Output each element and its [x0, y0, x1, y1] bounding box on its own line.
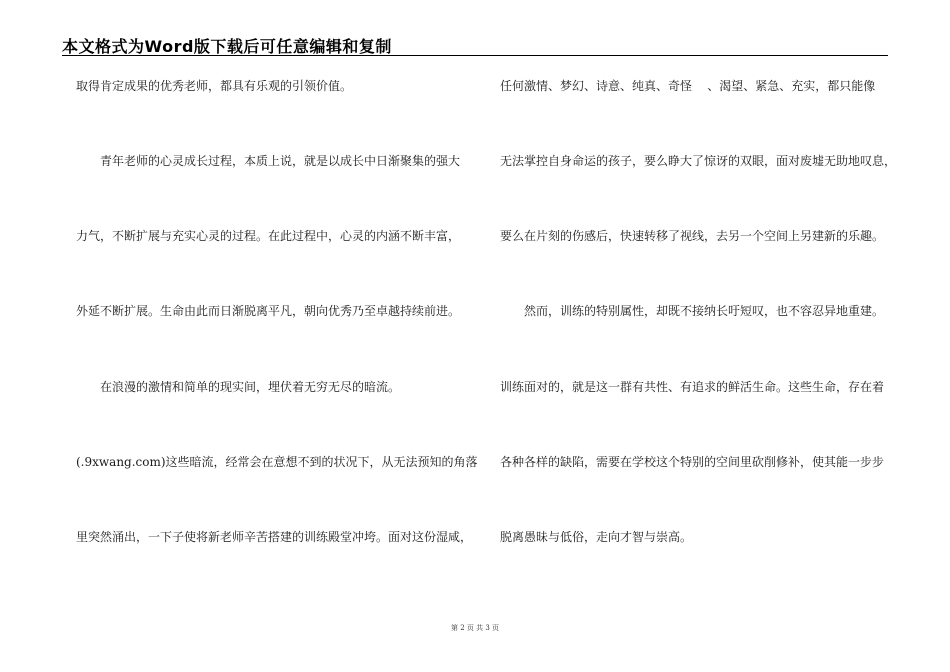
left-line-4: 外延不断扩展。生命由此而日渐脱离平凡，朝向优秀乃至卓越持续前进。 [76, 304, 461, 318]
right-line-4: 然而，训练的特别属性，却既不接纳长吁短叹，也不容忍异地重建。 [524, 304, 885, 318]
right-line-3: 要么在片刻的伤感后，快速转移了视线，去另一个空间上另建新的乐趣。 [500, 229, 885, 243]
right-line-7: 脱离愚昧与低俗，走向才智与崇高。 [500, 530, 693, 544]
page-number-footer: 第 2 页 共 3 页 [450, 624, 500, 632]
left-line-7: 里突然涌出，一下子使将新老师辛苦搭建的训练殿堂冲垮。面对这份湿咸， [76, 530, 473, 544]
right-line-6: 各种各样的缺陷，需要在学校这个特别的空间里砍削修补，使其能一步步 [500, 455, 885, 469]
document-header-title: 本文格式为Word版下载后可任意编辑和复制 [62, 37, 392, 56]
left-line-6: (.9xwang.com)这些暗流，经常会在意想不到的状况下，从无法预知的角落 [76, 455, 478, 469]
right-line-1: 任何激情、梦幻、诗意、纯真、奇怪 、渴望、紧急、充实，都只能像 [500, 79, 876, 93]
left-line-1: 取得肯定成果的优秀老师，都具有乐观的引领价值。 [76, 79, 353, 93]
left-line-2: 青年老师的心灵成长过程，本质上说，就是以成长中日渐聚集的强大 [100, 154, 461, 168]
left-line-3: 力气，不断扩展与充实心灵的过程。在此过程中，心灵的内涵不断丰富， [76, 229, 461, 243]
left-line-5: 在浪漫的激情和简单的现实间，埋伏着无穷无尽的暗流。 [100, 380, 401, 394]
right-line-5: 训练面对的，就是这一群有共性、有追求的鲜活生命。这些生命，存在着 [500, 380, 885, 394]
right-line-2: 无法掌控自身命运的孩子，要么睁大了惊讶的双眼，面对废墟无助地叹息， [500, 154, 897, 168]
header-divider [62, 55, 888, 56]
